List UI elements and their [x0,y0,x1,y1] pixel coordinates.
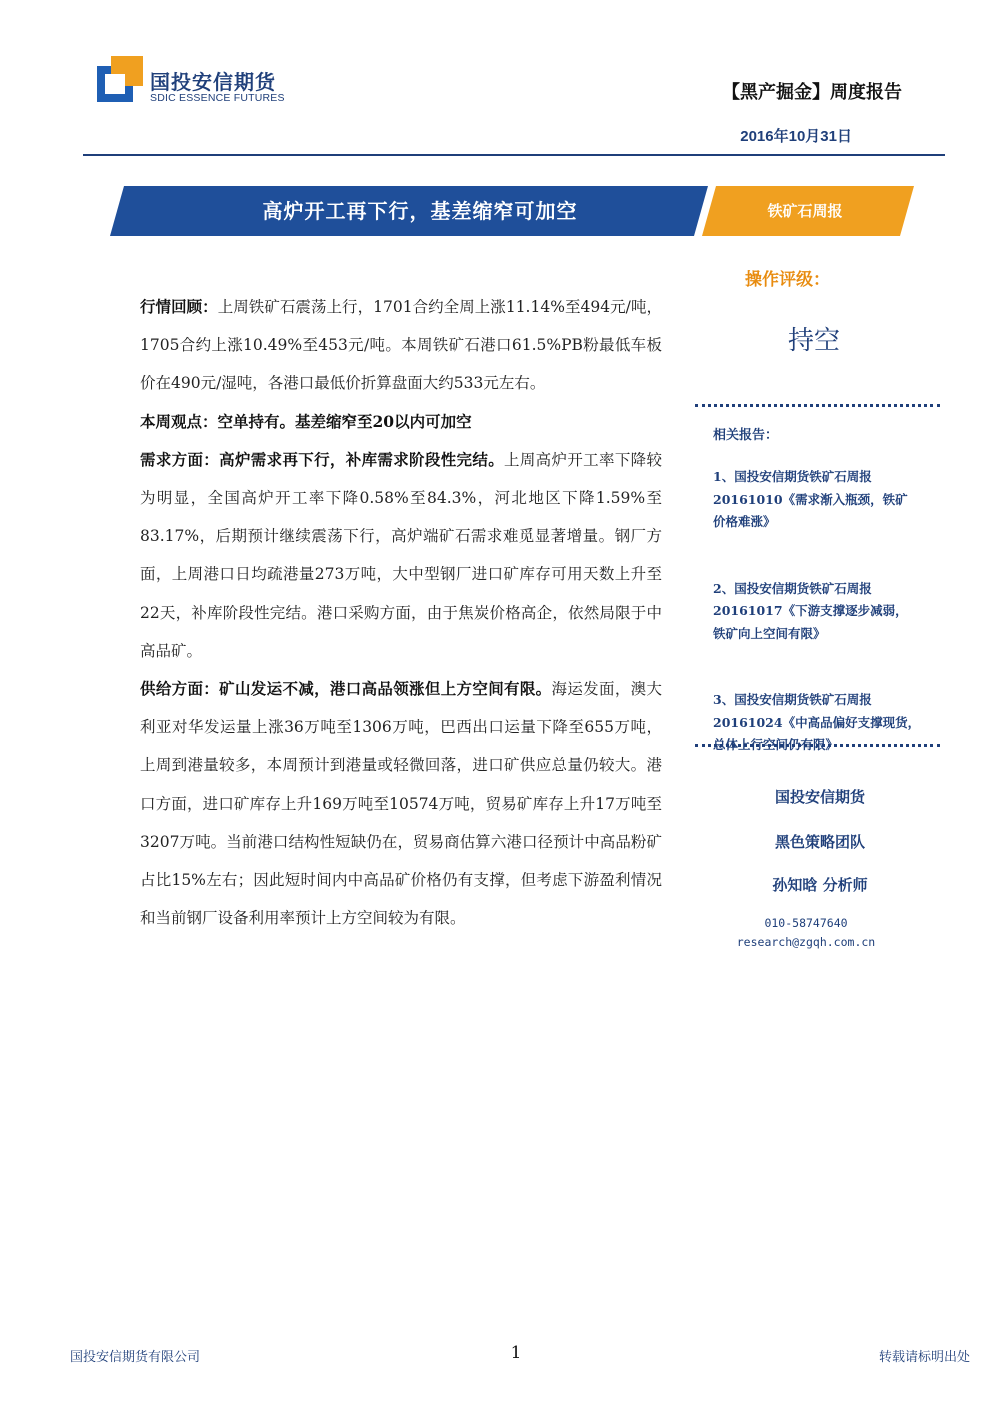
header-divider [83,154,945,156]
rating-heading: 操作评级： [745,270,830,290]
section-text: 空单持有。基差缩窄至20以内可加空 [217,411,472,431]
contact-phone: 010-58747640 [764,916,848,930]
section-text: 上周铁矿石震荡上行，1701合约全周上涨11.14%至494元/吨，1705合约上涨10.49%至453元/吨。本周铁矿石港口61.5%PB粉最低车板价在490元/湿吨，各港口最低价折算盘面大约533元左右。 [140,298,662,393]
section-heading: 行情回顾： [140,297,218,316]
footer-notice: 转载请标明出处 [878,1350,970,1365]
section-market-review [140,288,662,403]
section-heading: 本周观点： [140,411,218,431]
main-content [140,288,662,937]
sidebar-divider [695,744,940,747]
related-report-line: 3、国投安信期货铁矿石周报 [713,692,872,707]
section-demand [140,441,662,670]
rating-value: 持空 [788,326,841,356]
logo-english-text: SDIC ESSENCE FUTURES [150,92,285,104]
report-title: 高炉开工再下行，基差缩窄可加空 [262,199,578,223]
footer-company: 国投安信期货有限公司 [70,1350,201,1365]
related-report-line: 20161010《需求渐入瓶颈，铁矿 [713,491,908,507]
report-type: 【黑产掘金】周度报告 [722,82,902,103]
related-report-line: 20161024《中高品偏好支撑现货， [713,714,921,730]
related-report-line: 20161017《下游支撑逐步减弱， [713,603,908,618]
related-reports-heading: 相关报告： [713,428,779,443]
contact-team: 黑色策略团队 [774,833,865,851]
section-text: 海运发面，澳大利亚对华发运量上涨36万吨至1306万吨，巴西出口运量下降至655万吨，上周到港量较多，本周预计到港量或轻微回落，进口矿供应总量仍较大。港口方面，进口矿库存上升169万吨至10574万吨，贸易矿库存上升17万吨至3207万吨。当前港口结构性短缺仍在，贸易商估算六港口径预计中高品粉矿占比15%左右；因此短时间内中高品矿价格仍有支撑，但考虑下游盈利情况和当前钢厂设备利用率预计上方空间较为有限。 [140,680,662,928]
report-date: 2016年10月31日 [740,128,852,145]
contact-analyst: 孙知晗 分析师 [772,876,868,894]
section-lead: 高炉需求再下行，补库需求阶段性完结。 [219,449,505,469]
related-report-line: 铁矿向上空间有限》 [713,625,826,641]
page-number: 1 [510,1343,522,1363]
related-report-line: 价格难涨》 [713,514,776,529]
related-reports-list [713,466,938,801]
contact-email[interactable]: research@zgqh.com.cn [736,935,876,949]
contact-company: 国投安信期货 [774,788,865,806]
related-report-line: 1、国投安信期货铁矿石周报 [713,469,872,484]
related-report-item[interactable] [713,578,938,646]
section-lead: 矿山发运不减，港口高品领涨但上方空间有限。 [219,679,552,699]
company-logo-icon [97,56,143,102]
related-report-item[interactable] [713,466,938,534]
section-supply [140,670,662,937]
section-weekly-view [140,403,662,441]
logo-chinese-text: 国投安信期货 [150,70,276,94]
related-report-line: 2、国投安信期货铁矿石周报 [713,580,872,596]
sidebar-divider [695,404,940,407]
report-category-tag: 铁矿石周报 [767,202,843,220]
related-report-line: 总体上行空间仍有限》 [713,737,839,752]
section-text: 上周高炉开工率下降较为明显，全国高炉开工率下降0.58%至84.3%，河北地区下降1.59%至83.17%，后期预计继续震荡下行，高炉端矿石需求难觅显著增量。钢厂方面，上周港口日均疏港量273万吨，大中型钢厂进口矿库存可用天数上升至22天，补库阶段性完结。港口采购方面，由于焦炭价格高企，依然局限于中高品矿。 [140,450,662,660]
section-heading: 需求方面： [140,449,220,469]
section-heading: 供给方面： [140,679,220,699]
